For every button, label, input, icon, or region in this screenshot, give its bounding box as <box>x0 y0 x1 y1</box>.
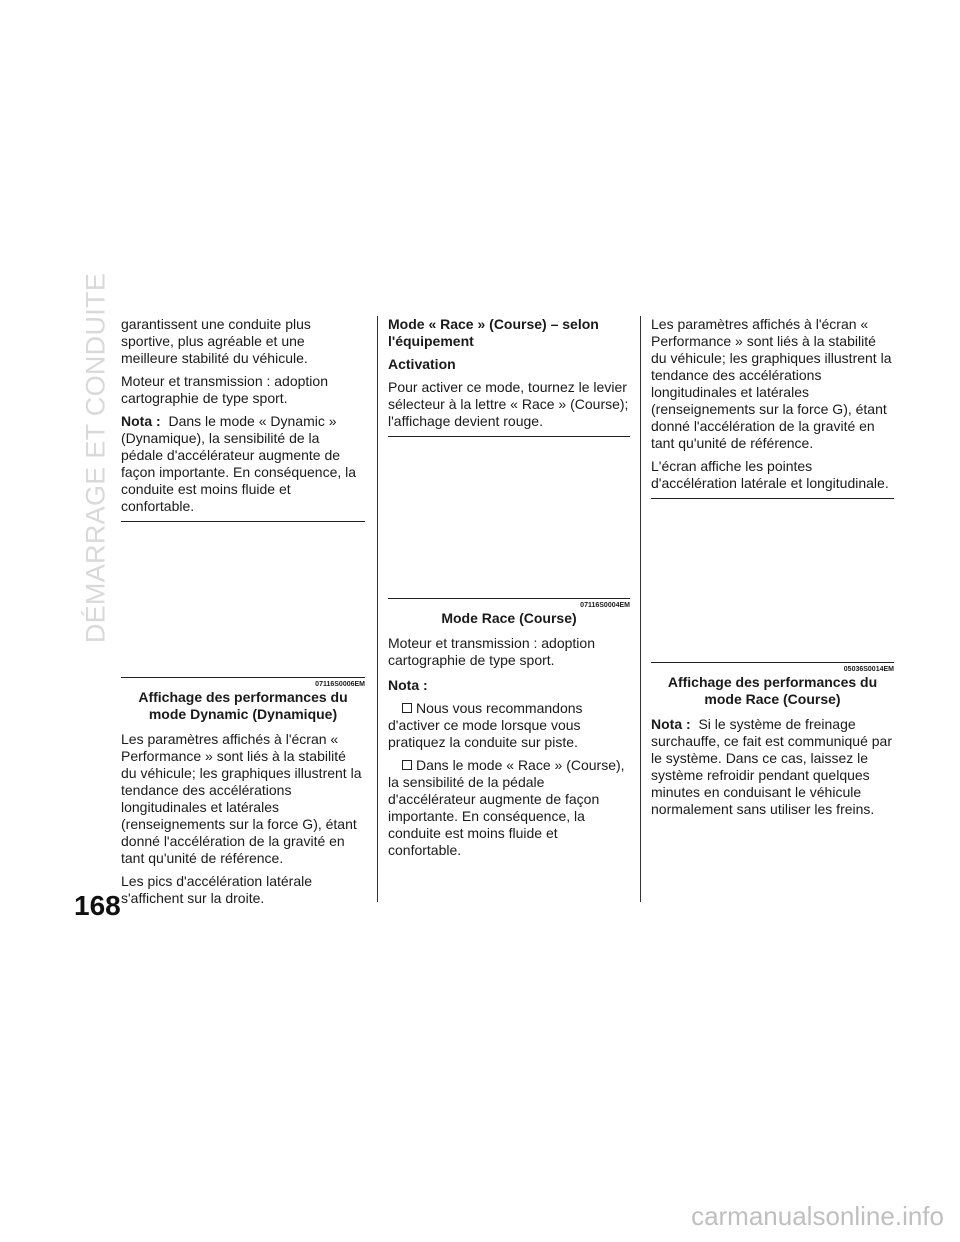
note <box>651 716 894 818</box>
figure-caption: Mode Race (Course) <box>441 610 577 626</box>
figure-placeholder <box>121 522 365 677</box>
paragraph: Moteur et transmission : adoption cartographie de type sport. <box>388 635 595 668</box>
figure-code: 07116S0004EM <box>580 602 630 609</box>
paragraph: Pour activer ce mode, tournez le levier sélecteur à la lettre « Race » (Course); l'affichage devient rouge. <box>388 379 629 429</box>
note-label: Nota : <box>121 413 161 429</box>
subheading: Activation <box>388 356 456 372</box>
paragraph: garantissent une conduite plus sportive, plus agréable et une meilleure stabilité du véhicule. <box>121 316 311 366</box>
column-divider-2 <box>640 316 641 902</box>
bullet-text: Nous vous recommandons d'activer ce mode lorsque vous pratiquez la conduite sur piste. <box>388 700 583 750</box>
paragraph: Les pics d'accélération latérale s'affichent sur la droite. <box>121 873 313 906</box>
section-heading: Mode « Race » (Course) – selon l'équipement <box>388 316 599 349</box>
section-side-title <box>76 272 116 643</box>
figure-placeholder <box>651 499 894 662</box>
checkbox-bullet-icon <box>402 703 412 713</box>
bullet-item <box>388 700 630 751</box>
figure-code: 05036S0014EM <box>843 666 894 673</box>
note-text: Si le système de freinage surchauffe, ce fait est communiqué par le système. Dans ce cas, laissez le système refroidir pendant quelques minutes en conduisant le véhicule normalement sans utiliser les freins. <box>651 716 892 817</box>
column-1 <box>121 316 365 913</box>
rule <box>121 677 365 678</box>
section-title-text: DÉMARRAGE ET CONDUITE <box>80 272 111 643</box>
bullet-text: Dans le mode « Race » (Course), la sensibilité de la pédale d'accélérateur augmente de façon importante. En conséquence, la conduite est moins fluide et confortable. <box>388 757 625 858</box>
paragraph: L'écran affiche les pointes d'accélération latérale et longitudinale. <box>651 458 889 491</box>
note-label: Nota : <box>651 716 691 732</box>
rule <box>388 598 630 599</box>
watermark: carmanualsonline.info <box>691 1201 944 1231</box>
figure-caption: Affichage des performances du mode Race (Course) <box>667 674 878 707</box>
checkbox-bullet-icon <box>402 760 412 770</box>
bullet-item <box>388 757 630 859</box>
column-2 <box>388 316 630 865</box>
column-divider-1 <box>377 316 378 902</box>
note-text: Dans le mode « Dynamic » (Dynamique), la sensibilité de la pédale d'accélérateur augmente de façon importante. En conséquence, la conduite est moins fluide et confortable. <box>121 413 357 514</box>
paragraph: Les paramètres affichés à l'écran « Performance » sont liés à la stabilité du véhicule; les graphiques illustrent la tendance des accélérations longitudinales et latérales (renseignements sur la force G), étant donné l'accélération de la gravité en tant qu'unité de référence. <box>121 731 362 866</box>
note <box>121 413 365 515</box>
figure-placeholder <box>388 437 630 598</box>
figure-caption: Affichage des performances du mode Dynamic (Dynamique) <box>138 689 348 722</box>
paragraph: Moteur et transmission : adoption cartographie de type sport. <box>121 373 328 406</box>
note-label: Nota : <box>388 677 428 693</box>
paragraph: Les paramètres affichés à l'écran « Performance » sont liés à la stabilité du véhicule; les graphiques illustrent la tendance des accélérations longitudinales et latérales (renseignements sur la force G), étant donné l'accélération de la gravité en tant qu'unité de référence. <box>651 316 892 451</box>
column-3 <box>651 316 894 824</box>
page-number: 168 <box>74 890 121 921</box>
rule <box>651 662 894 663</box>
figure-code: 07116S0006EM <box>315 681 365 688</box>
